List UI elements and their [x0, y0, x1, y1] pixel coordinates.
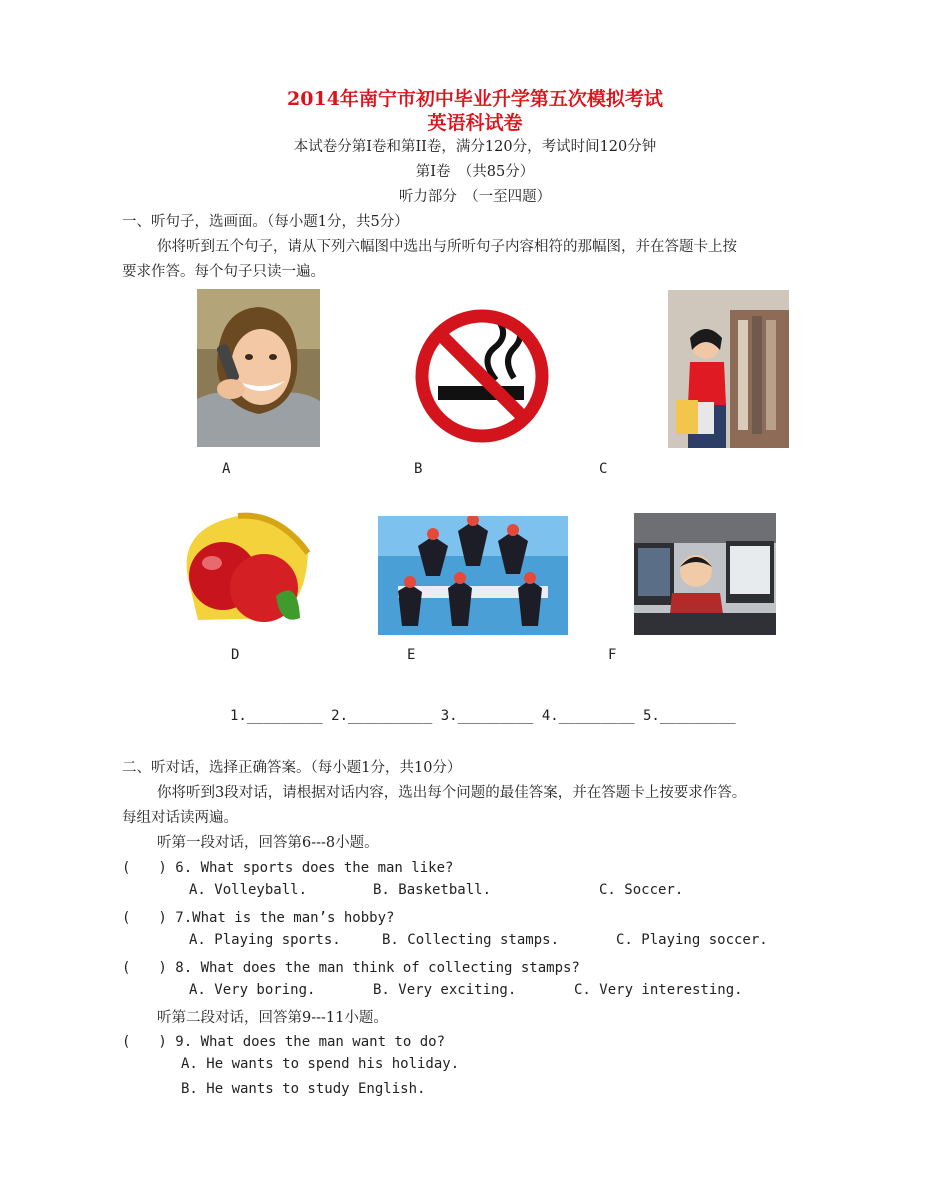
exam-subtitle: 英语科试卷 [427, 112, 523, 134]
listening-heading: 听力部分 （一至四题） [398, 189, 552, 205]
label-e: E [407, 647, 416, 663]
picture-a-woman-phone [197, 289, 320, 447]
label-c: C [599, 461, 608, 477]
label-f: F [608, 647, 617, 663]
question-6: ( ) 6. What sports does the man like? [122, 860, 454, 876]
q8-option-c: C. Very interesting. [574, 982, 743, 998]
section1-instruction: 你将听到五个句子，请从下列六幅图中选出与所听句子内容相符的那幅图，并在答题卡上按 [157, 239, 737, 255]
picture-b-no-smoking [398, 300, 566, 448]
label-b: B [414, 461, 423, 477]
dialog1-heading: 听第一段对话，回答第6---8小题。 [157, 835, 379, 851]
section2-instruction-cont: 每组对话读两遍。 [122, 810, 238, 826]
q9-option-b: B. He wants to study English. [181, 1081, 426, 1097]
section2-instruction: 你将听到3段对话，请根据对话内容，选出每个问题的最佳答案，并在答题卡上按要求作答。 [157, 785, 747, 801]
q6-option-c: C. Soccer. [599, 882, 684, 898]
question-7: ( ) 7.What is the man’s hobby? [122, 910, 395, 926]
section1-instruction-cont: 要求作答。每个句子只读一遍。 [122, 264, 325, 280]
q6-option-b: B. Basketball. [373, 882, 492, 898]
picture-c-shopping [668, 290, 789, 448]
q8-option-b: B. Very exciting. [373, 982, 517, 998]
label-a: A [222, 461, 231, 477]
section2-heading: 二、听对话，选择正确答案。（每小题1分，共10分） [122, 760, 462, 776]
exam-title: 2014年南宁市初中毕业升学第五次模拟考试 [287, 88, 663, 110]
q7-option-a: A. Playing sports. [189, 932, 341, 948]
section1-heading: 一、听句子，选画面。（每小题1分，共5分） [122, 214, 409, 230]
picture-f-computer [634, 513, 776, 635]
q9-option-a: A. He wants to spend his holiday. [181, 1056, 460, 1072]
q7-option-c: C. Playing soccer. [616, 932, 768, 948]
exam-info: 本试卷分第I卷和第II卷，满分120分，考试时间120分钟 [293, 139, 657, 155]
picture-e-dancers [378, 516, 568, 635]
question-8: ( ) 8. What does the man think of collecting stamps? [122, 960, 580, 976]
question-9: ( ) 9. What does the man want to do? [122, 1034, 446, 1050]
picture-d-fruit [158, 508, 320, 638]
part-heading: 第I卷 （共85分） [415, 164, 535, 180]
dialog2-heading: 听第二段对话，回答第9---11小题。 [157, 1010, 388, 1026]
label-d: D [231, 647, 240, 663]
q7-option-b: B. Collecting stamps. [382, 932, 560, 948]
q6-option-a: A. Volleyball. [189, 882, 308, 898]
answer-blanks: 1._________ 2.__________ 3._________ 4._________ 5._________ [230, 708, 736, 724]
q8-option-a: A. Very boring. [189, 982, 316, 998]
